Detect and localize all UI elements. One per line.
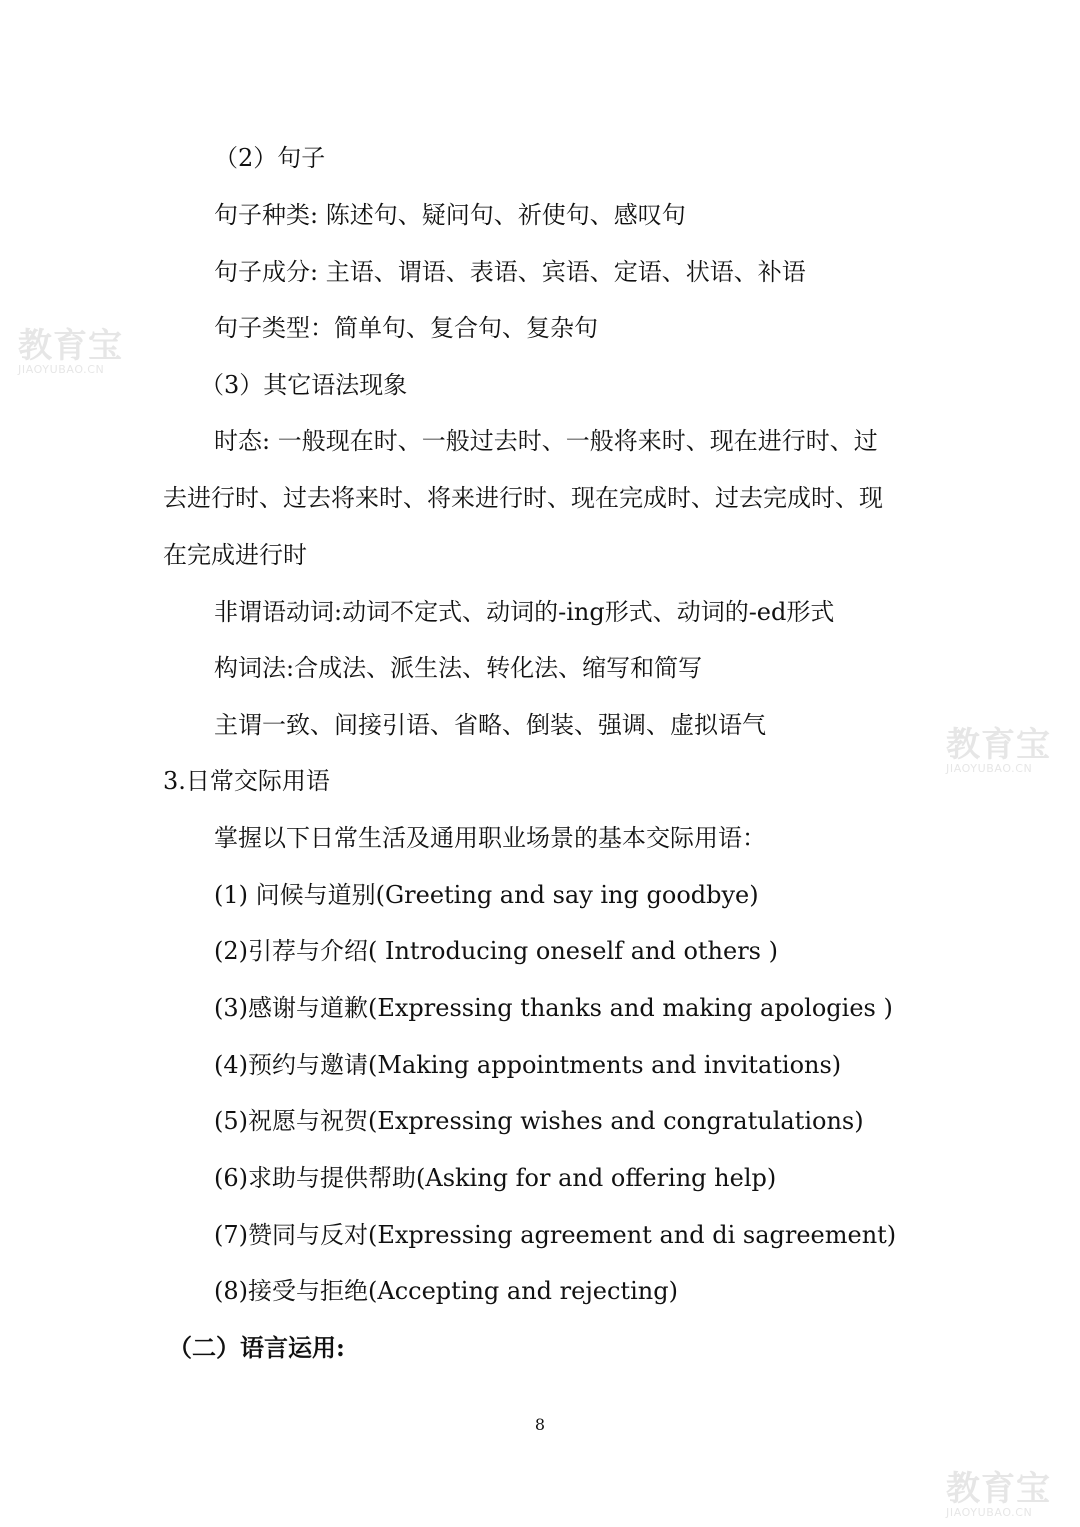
text-line: （3）其它语法现象 xyxy=(200,371,408,399)
watermark-logo: 教育宝 JIAOYUBAO.CN xyxy=(946,1469,1051,1519)
list-item: (4)预约与邀请(Making appointments and invitations) xyxy=(214,1051,842,1079)
text-line: 句子种类: 陈述句、疑问句、祈使句、感叹句 xyxy=(214,201,686,229)
list-item: (6)求助与提供帮助(Asking for and offering help) xyxy=(214,1164,777,1192)
text-line: 句子成分: 主语、谓语、表语、宾语、定语、状语、补语 xyxy=(214,258,806,286)
text-line: 掌握以下日常生活及通用职业场景的基本交际用语： xyxy=(214,824,766,852)
list-item: (2)引荐与介绍( Introducing oneself and others ) xyxy=(214,937,778,965)
list-item: (1) 问候与道别(Greeting and say ing goodbye) xyxy=(214,881,759,909)
list-item: (7)赞同与反对(Expressing agreement and di sagreement) xyxy=(214,1221,897,1249)
watermark-logo: 教育宝 JIAOYUBAO.CN xyxy=(18,326,123,376)
list-item: (8)接受与拒绝(Accepting and rejecting) xyxy=(214,1277,678,1305)
page-number: 8 xyxy=(534,1415,546,1434)
text-line: 非谓语动词:动词不定式、动词的-ing形式、动词的-ed形式 xyxy=(214,598,835,626)
watermark-logo: 教育宝 JIAOYUBAO.CN xyxy=(946,725,1051,775)
section-heading: （二）语言运用: xyxy=(168,1333,345,1362)
text-line: 句子类型：简单句、复合句、复杂句 xyxy=(214,314,598,342)
list-item: (3)感谢与道歉(Expressing thanks and making apologies ) xyxy=(214,994,893,1022)
text-line: 在完成进行时 xyxy=(163,541,307,569)
text-line: 构词法:合成法、派生法、转化法、缩写和简写 xyxy=(214,654,703,682)
list-item: (5)祝愿与祝贺(Expressing wishes and congratulations) xyxy=(214,1107,864,1135)
text-line: 去进行时、过去将来时、将来进行时、现在完成时、过去完成时、现 xyxy=(163,484,883,512)
text-line: （2）句子 xyxy=(214,144,326,172)
section-heading: 3.日常交际用语 xyxy=(163,767,330,795)
text-line: 主谓一致、间接引语、省略、倒装、强调、虚拟语气 xyxy=(214,711,766,739)
text-line: 时态: 一般现在时、一般过去时、一般将来时、现在进行时、过 xyxy=(214,427,878,455)
